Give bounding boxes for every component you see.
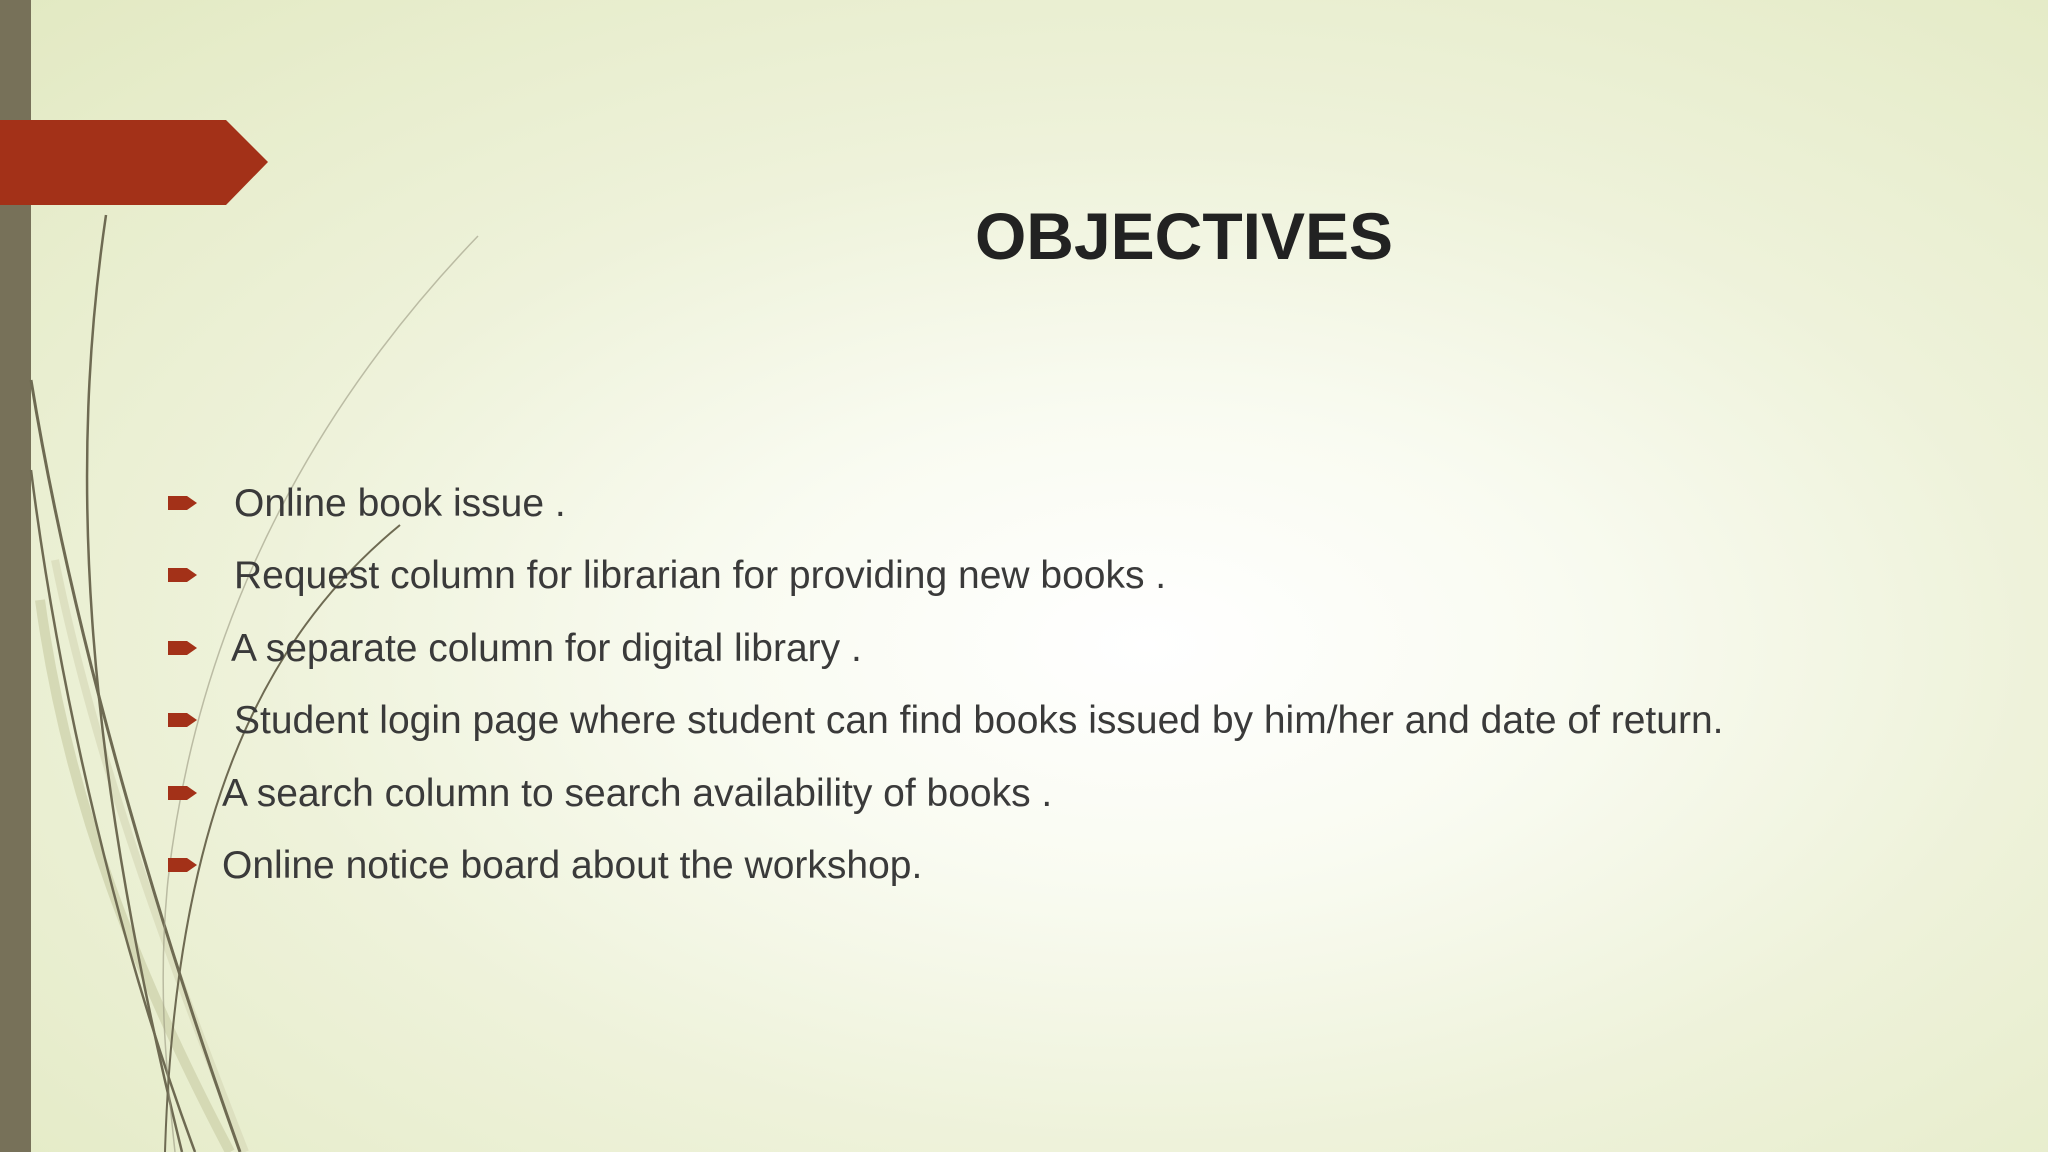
bullet-text: A separate column for digital library .: [231, 627, 862, 670]
bullet-text: Request column for librarian for providing new books .: [234, 554, 1167, 597]
arrow-bullet-icon: [168, 638, 198, 658]
bullet-text: Student login page where student can find books issued by him/her and date of return.: [234, 699, 1724, 742]
bullet-text: Online notice board about the workshop.: [222, 844, 923, 887]
arrow-bullet-icon: [168, 710, 198, 730]
bullet-text: Online book issue .: [234, 482, 566, 525]
arrow-bullet-icon: [168, 855, 198, 875]
arrow-bullet-icon: [168, 565, 198, 585]
arrow-bullet-icon: [168, 493, 198, 513]
slide-title: OBJECTIVES: [974, 199, 1394, 273]
bullet-text: A search column to search availability of books .: [222, 772, 1053, 815]
arrow-bullet-icon: [168, 783, 198, 803]
